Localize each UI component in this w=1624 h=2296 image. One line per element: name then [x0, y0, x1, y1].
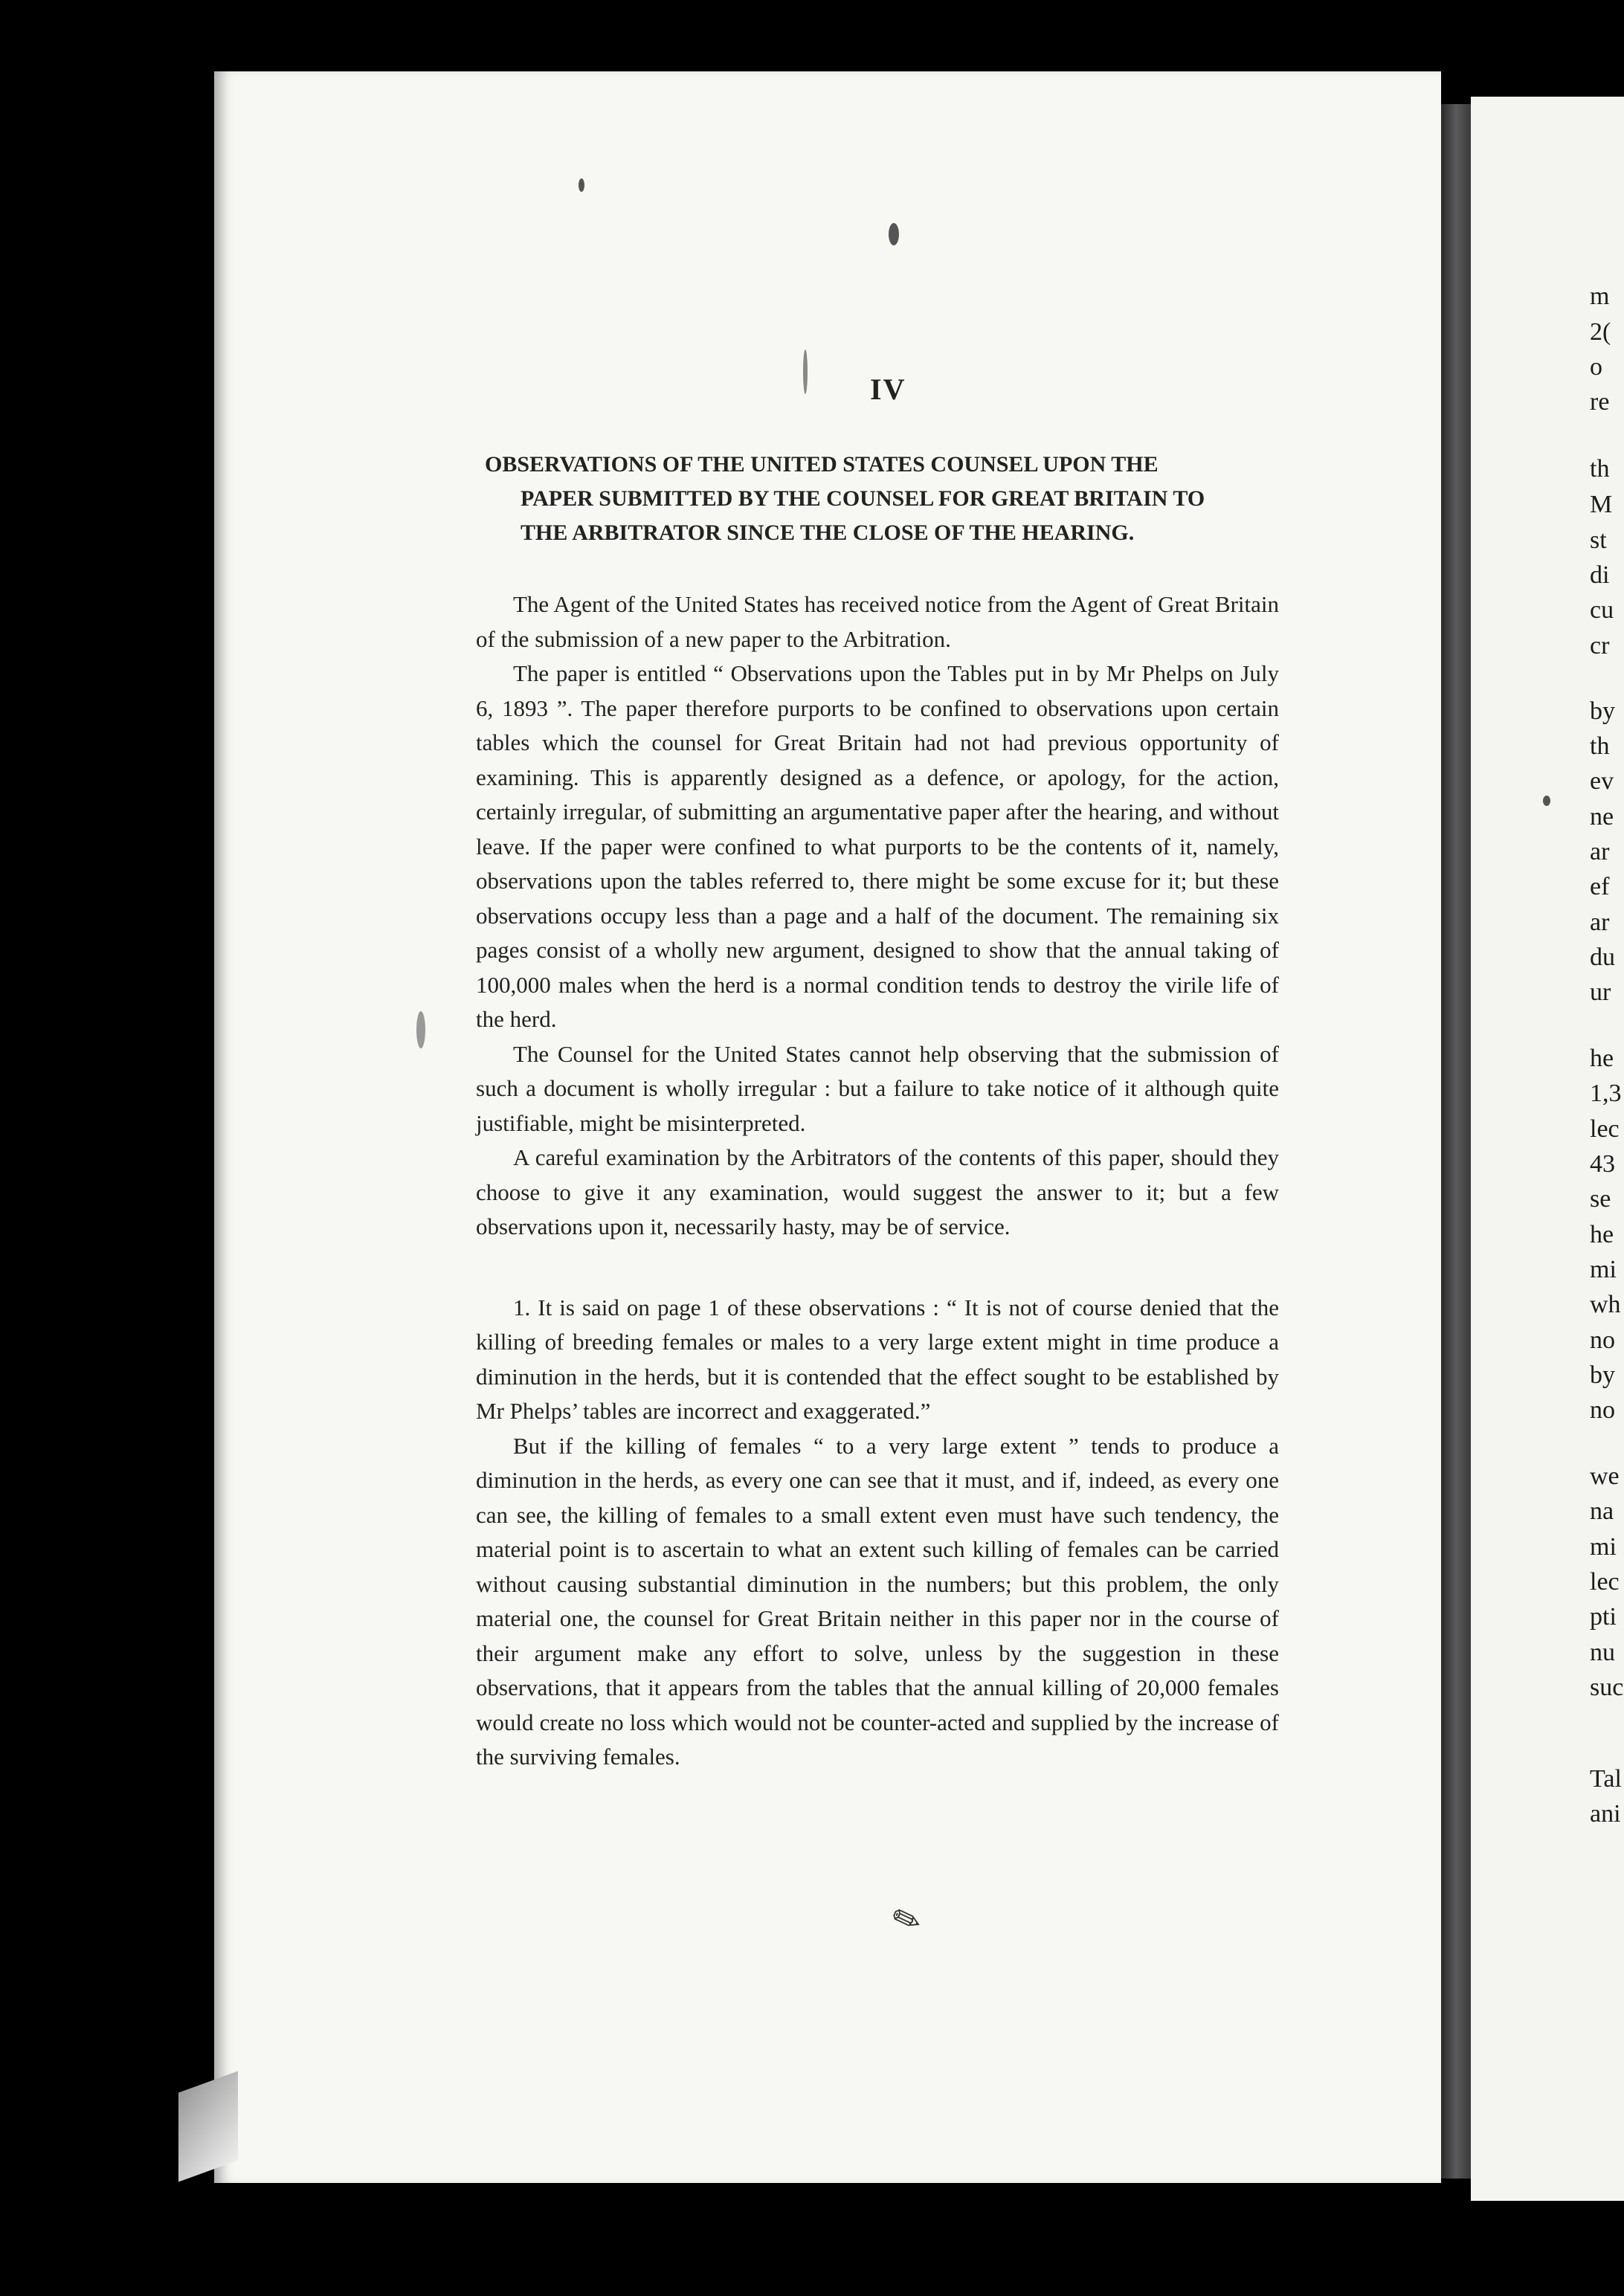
facing-page-fragment: na: [1590, 1497, 1614, 1525]
facing-page-fragment: cu: [1590, 596, 1614, 624]
facing-page-fragment: ani: [1590, 1800, 1621, 1828]
facing-page-fragment: ne: [1590, 803, 1614, 831]
facing-page-fragment: th: [1590, 455, 1610, 483]
paragraph: But if the killing of females “ to a very large extent ” tends to produce a diminution in the herds, as every one can see that it must, and if, indeed, as every one can see, the killing of females to a small extent even must have such tendency, the material point is to ascertain to what an extent such killing of females can be carried without causing substantial diminution in the numbers; but this problem, the only material one, the counsel for Great Britain neither in this paper nor in the course of their argument make any effort to solve, unless by the suggestion in these observations, that it appears from the tables that the annual killing of 20,000 females would create no loss which would not be counter-acted and supplied by the increase of the surviving females.: [476, 1432, 1279, 1770]
facing-page-fragment: we: [1590, 1463, 1620, 1490]
facing-page-fragment: cr: [1590, 632, 1610, 660]
facing-page-fragment: he: [1590, 1221, 1614, 1248]
facing-page-fragment: 2(: [1590, 318, 1611, 346]
facing-page-fragment: no: [1590, 1326, 1615, 1354]
heading-line: THE ARBITRATOR SINCE THE CLOSE OF THE HEARING.: [521, 520, 1135, 545]
facing-page-fragment: ar: [1590, 909, 1610, 936]
heading-line: OBSERVATIONS OF THE UNITED STATES COUNSEL UPON THE: [485, 452, 1159, 477]
facing-page-fragment: re: [1590, 388, 1610, 416]
facing-page-fragment: ar: [1590, 838, 1610, 865]
heading-line: PAPER SUBMITTED BY THE COUNSEL FOR GREAT BRITAIN TO: [521, 486, 1205, 511]
facing-page-fragment: by: [1590, 697, 1615, 725]
facing-page: [1471, 97, 1624, 2201]
facing-page-fragment: suc: [1590, 1674, 1624, 1701]
facing-page-fragment: mi: [1590, 1256, 1617, 1283]
paragraph: 1. It is said on page 1 of these observations : “ It is not of course denied that the killing of breeding females or males to a very large extent might in time produce a diminution in the herds, but it is contended that the effect sought to be established by Mr Phelps’ tables are incorrect and exaggerated.”: [476, 1294, 1279, 1424]
facing-page-fragment: di: [1590, 561, 1610, 589]
facing-page-fragment: by: [1590, 1361, 1615, 1389]
facing-page-fragment: th: [1590, 732, 1610, 760]
facing-page-fragment: M: [1590, 491, 1613, 518]
facing-page-fragment: o: [1590, 353, 1602, 381]
book-gutter: [1441, 104, 1471, 2179]
facing-page-fragment: nu: [1590, 1639, 1615, 1666]
facing-page-fragment: 1,3: [1590, 1080, 1622, 1107]
facing-page-fragment: ev: [1590, 767, 1614, 795]
scan-speck: [889, 223, 899, 245]
facing-page-fragment: m: [1590, 283, 1610, 310]
facing-page-fragment: Tal: [1590, 1765, 1622, 1793]
scan-speck: [1543, 796, 1550, 806]
facing-page-fragment: 43: [1590, 1150, 1615, 1178]
facing-page-fragment: he: [1590, 1045, 1614, 1072]
facing-page-fragment: ef: [1590, 873, 1610, 900]
facing-page-fragment: no: [1590, 1396, 1615, 1424]
facing-page-fragment: ur: [1590, 978, 1611, 1006]
section-heading: [485, 448, 1295, 550]
facing-page-fragment: du: [1590, 944, 1615, 971]
paragraph: The Counsel for the United States cannot help observing that the submission of such a document is wholly irregular : but a failure to take notice of it although quite justifiable, might be misinterpreted.: [476, 1040, 1279, 1136]
scan-speck: [803, 349, 808, 394]
facing-page-fragment: mi: [1590, 1533, 1617, 1561]
paragraph: The Agent of the United States has received notice from the Agent of Great Britain of the submission of a new paper to the Arbitration.: [476, 591, 1279, 652]
facing-page-fragment: lec: [1590, 1115, 1620, 1143]
facing-page-fragment: se: [1590, 1185, 1611, 1213]
scan-speck: [416, 1011, 425, 1048]
body-text: [476, 587, 1279, 1775]
paragraph: The paper is entitled “ Observations upon the Tables put in by Mr Phelps on July 6, 1893 ”. The paper therefore purports to be confined to observations upon certain tables which the counsel for Great Britain had not had previous opportunity of examining. This is apparently designed as a defence, or apology, for the action, certainly irregular, of submitting an argumentative paper after the hearing, and without leave. If the paper were confined to what purports to be the contents of it, namely, observations upon the tables referred to, there might be some excuse for it; but these observations occupy less than a page and a half of the document. The remaining six pages consist of a wholly new argument, designed to show that the annual taking of 100,000 males when the herd is a normal condition tends to destroy the virile life of the herd.: [476, 660, 1279, 1032]
facing-page-fragment: wh: [1590, 1291, 1621, 1318]
ink-blot: ✎: [886, 1897, 927, 1944]
facing-page-fragment: st: [1590, 526, 1607, 554]
paragraph: A careful examination by the Arbitrators of the contents of this paper, should they choose to give it any examination, would suggest the answer to it; but a few observations upon it, necessarily hasty, may be of service.: [476, 1144, 1279, 1239]
facing-page-fragment: pti: [1590, 1603, 1617, 1631]
chapter-numeral: IV: [870, 373, 906, 406]
scan-speck: [579, 178, 584, 192]
facing-page-fragment: lec: [1590, 1568, 1620, 1596]
